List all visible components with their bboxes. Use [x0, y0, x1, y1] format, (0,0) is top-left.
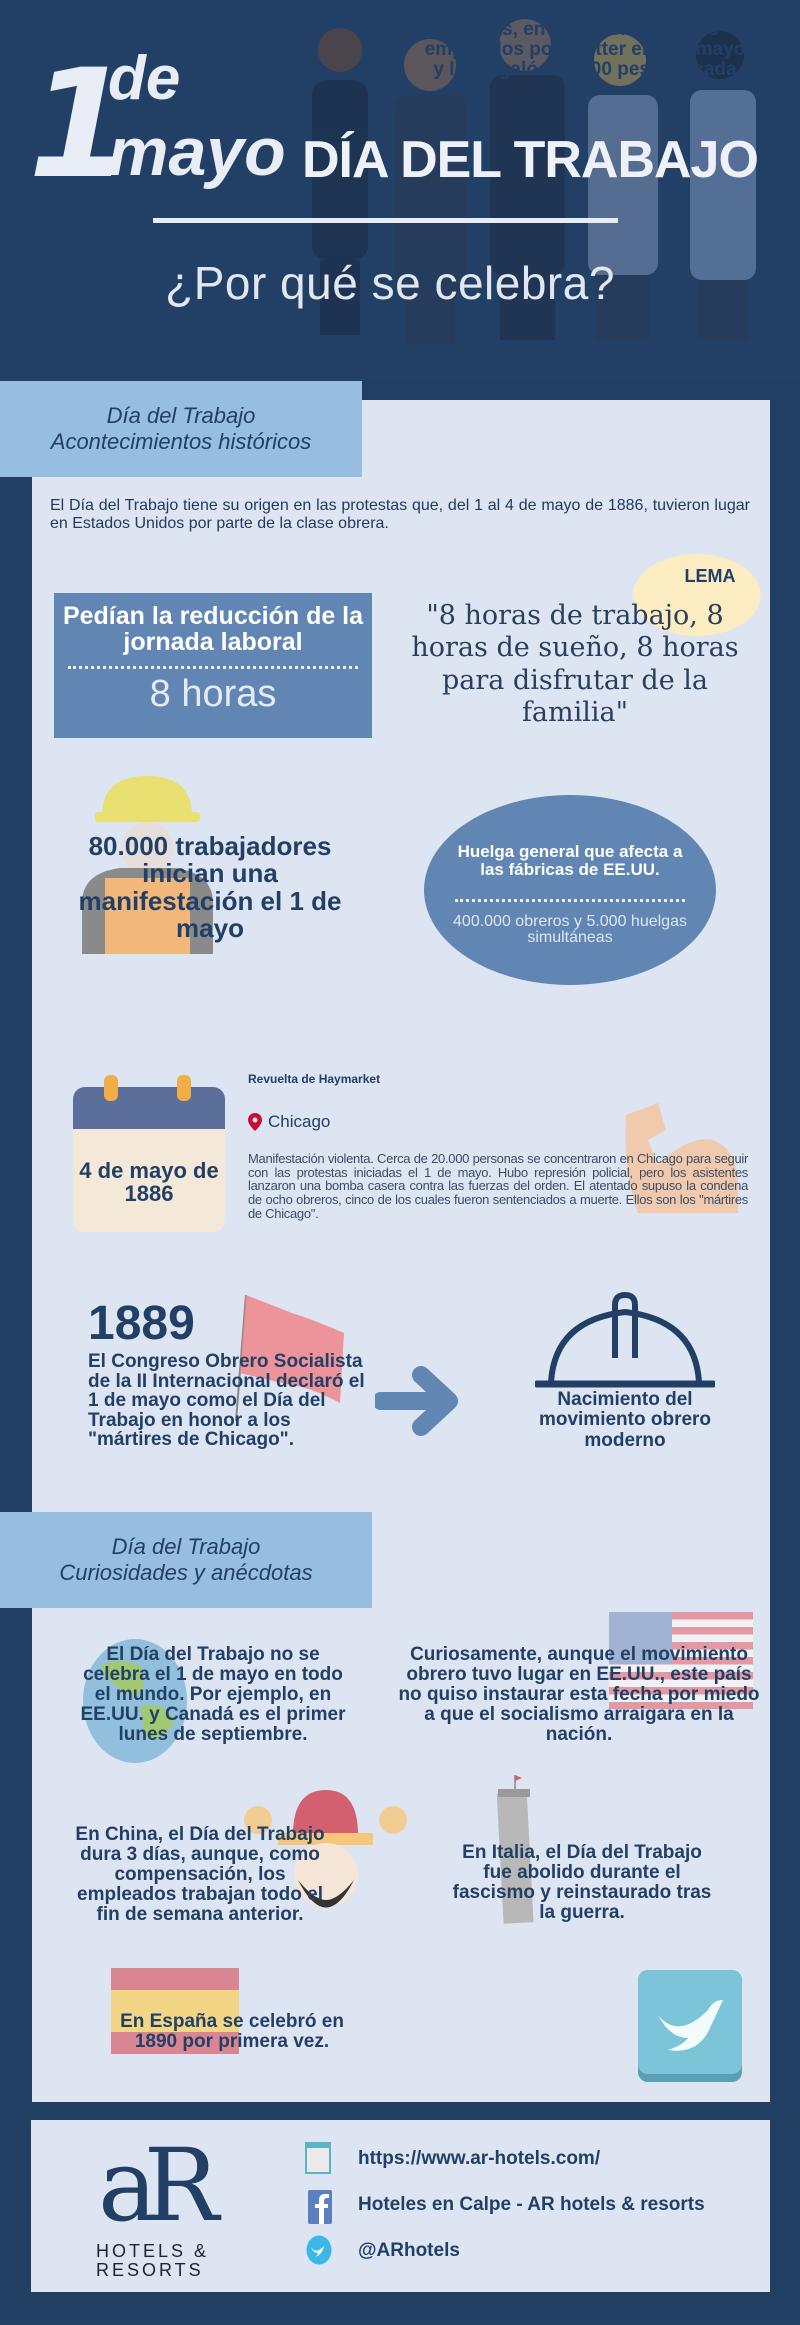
intro-paragraph: El Día del Trabajo tiene su origen en las protestas que, del 1 al 4 de mayo de 1886, tuvieron lugar en Estados Unidos por parte de la clase obrera. — [50, 497, 750, 532]
curiosity-item: En China, el Día del Trabajo dura 3 días, aunque, como compensación, los empleados trabajan todo el fin de semana anterior. — [75, 1824, 325, 1925]
curiosity-item: El Día del Trabajo no se celebra el 1 de mayo en todo el mundo. Por ejemplo, en EE.UU. y Canadá es el primer lunes de septiembre. — [80, 1644, 346, 1745]
curiosity-item: El empresario chileno Leonardo Farkas, en 2012, felicitó a sus empleados por Twitter el 1 de mayo y les regaló 100.000 pesos a cada uno. — [424, 0, 746, 100]
haymarket-description: Manifestación violenta. Cerca de 20.000 personas se concentraron en Chicago para seguir con las protestas iniciadas el 1 de mayo. Hubo represión policial, pero los asistentes lanzaron una bomba casera contra las fuerzas del orden. El atentado supuso la condena de ocho obreros, cinco de los cuales fueron sentenciados a muerte. Ellos son los "mártires de Chicago". — [248, 1151, 748, 1221]
haymarket-city: Chicago — [268, 1112, 331, 1131]
location-pin-icon — [248, 1113, 262, 1131]
calendar-ring — [177, 1075, 191, 1101]
calendar-icon — [73, 1087, 225, 1232]
strike-title: Huelga general que afecta a las fábricas de EE.UU. — [457, 842, 683, 879]
curiosity-item: En Italia, el Día del Trabajo fue abolido durante el fascismo y reinstaurado tras la guerra. — [452, 1842, 712, 1923]
reduction-box — [54, 593, 372, 738]
reduction-title: Pedían la reducción de la jornada laboral — [62, 602, 364, 657]
logo-tagline: HOTELS & RESORTS — [96, 2241, 210, 2280]
section-tab-line1: Día del Trabajo — [111, 1533, 261, 1559]
lema-quote: "8 horas de trabajo, 8 horas de sueño, 8 horas para disfrutar de la familia" — [411, 600, 739, 729]
section-tab-line1: Día del Trabajo — [106, 402, 256, 428]
ar-hotels-logo: aR — [98, 2127, 205, 2244]
hero-number: 1 — [28, 38, 127, 212]
lema-label: LEMA — [684, 566, 736, 586]
hero-subtitle: ¿Por qué se celebra? — [165, 257, 615, 309]
facebook-link[interactable]: Hoteles en Calpe - AR hotels & resorts — [358, 2194, 705, 2215]
section-tab-curiosities — [0, 1512, 372, 1608]
calendar-ring — [104, 1075, 118, 1101]
movement-birth-text: Nacimiento del movimiento obrero moderno — [538, 1389, 712, 1451]
congress-text: El Congreso Obrero Socialista de la II Internacional declaró el 1 de mayo como el Día del Trabajo en honor a los "mártires de Chicago". — [88, 1351, 365, 1451]
browser-window-icon — [305, 2138, 333, 2174]
hero-title: DÍA DEL TRABAJO — [302, 131, 758, 189]
hero-divider — [153, 218, 618, 223]
haymarket-location — [248, 1112, 330, 1132]
website-link[interactable]: https://www.ar-hotels.com/ — [358, 2148, 601, 2169]
dotted-divider — [68, 666, 358, 669]
twitter-handle-link[interactable]: @ARhotels — [358, 2240, 460, 2261]
facebook-icon — [308, 2190, 332, 2224]
congress-year: 1889 — [88, 1297, 195, 1350]
strike-detail: 400.000 obreros y 5.000 huelgas simultáneas — [453, 912, 687, 947]
hard-hat-icon — [535, 1290, 715, 1390]
twitter-icon — [638, 1970, 742, 2082]
twitter-icon — [306, 2235, 332, 2265]
reduction-hours: 8 horas — [149, 672, 277, 715]
hero-mayo: mayo — [108, 114, 286, 190]
section-tab-line2: Acontecimientos históricos — [50, 429, 312, 454]
strike-circle — [424, 795, 716, 985]
haymarket-title: Revuelta de Haymarket — [248, 1072, 381, 1086]
hero-de: de — [108, 44, 181, 113]
workers-text: 80.000 trabajadores inician una manifestación el 1 de mayo — [78, 831, 342, 943]
haymarket-date: 4 de mayo de 1886 — [79, 1158, 219, 1207]
dotted-divider — [455, 899, 685, 902]
curiosity-item: Curiosamente, aunque el movimiento obrero tuvo lugar en EE.UU., este país no quiso instaurar esta fecha por miedo a que el socialismo arraigara en la nación. — [398, 1644, 760, 1745]
section-tab-line2: Curiosidades y anécdotas — [59, 1560, 313, 1585]
section-tab-history — [0, 381, 362, 477]
curiosity-item: En España se celebró en 1890 por primera vez. — [120, 2011, 344, 2052]
arrow-right-icon — [375, 1365, 465, 1437]
